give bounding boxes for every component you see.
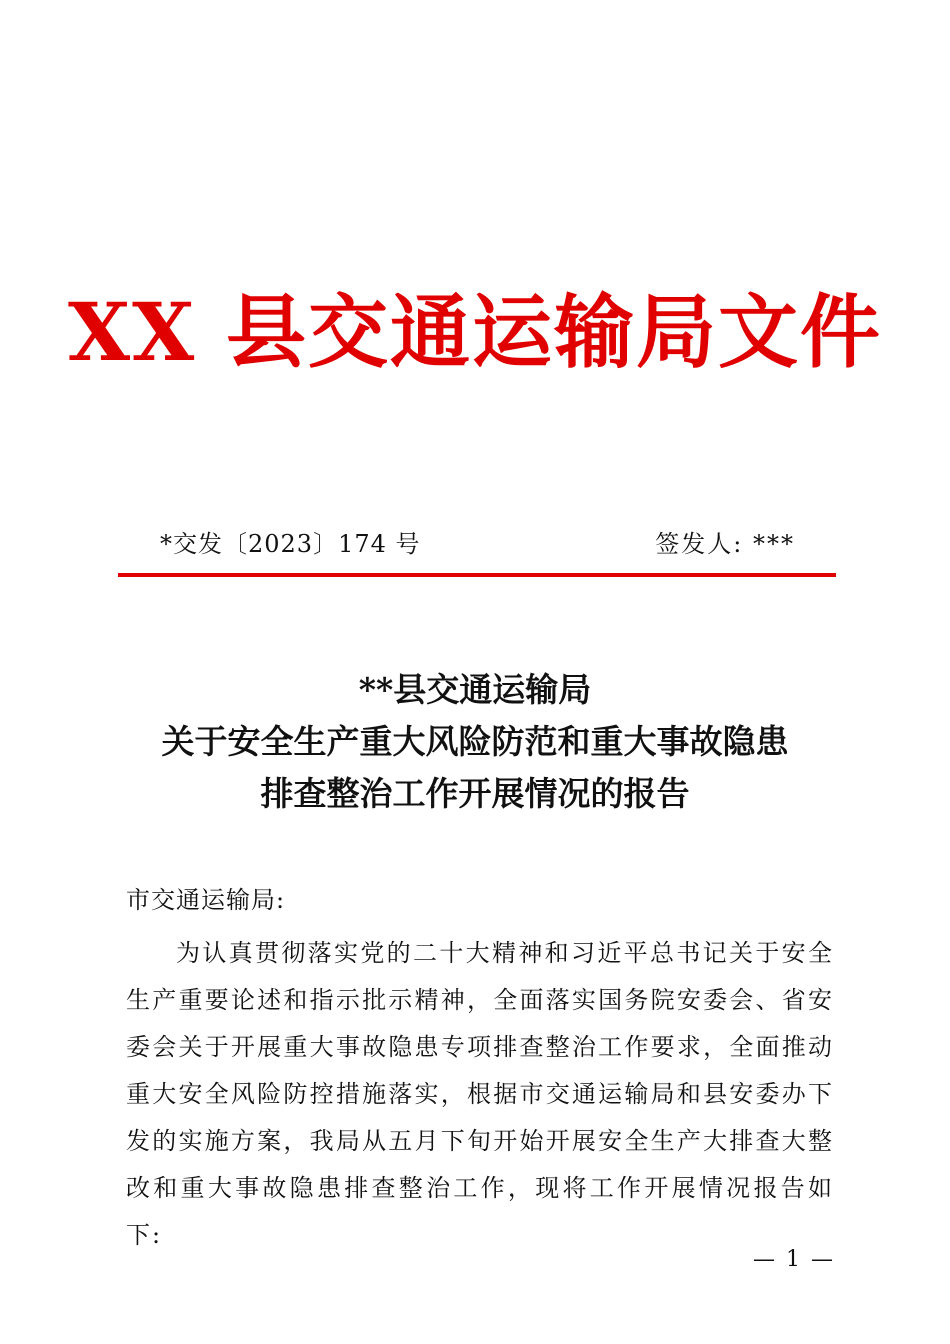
document-title [0,664,950,820]
page-number: — 1 — [753,1247,835,1272]
salutation: 市交通运输局: [126,886,286,914]
masthead-title: XX 县交通运输局文件 [68,285,882,379]
title-line-1: **县交通运输局 [358,670,592,709]
body-paragraph: 为认真贯彻落实党的二十大精神和习近平总书记关于安全生产重要论述和指示批示精神，全面落实国务院安委会、省安委会关于开展重大事故隐患专项排查整治工作要求，全面推动重大安全风险防控措施落实，根据市交通运输局和县安委办下发的实施方案，我局从五月下旬开始开展安全生产大排查大整改和重大事故隐患排查整治工作，现将工作开展情况报告如下: [126,939,834,1249]
signer: 签发人: *** [655,530,795,558]
document-number: *交发〔2023〕174 号 [160,530,421,558]
title-line-3: 排查整治工作开展情况的报告 [260,774,690,813]
title-line-2: 关于安全生产重大风险防范和重大事故隐患 [161,722,789,761]
red-divider-line [118,573,836,577]
